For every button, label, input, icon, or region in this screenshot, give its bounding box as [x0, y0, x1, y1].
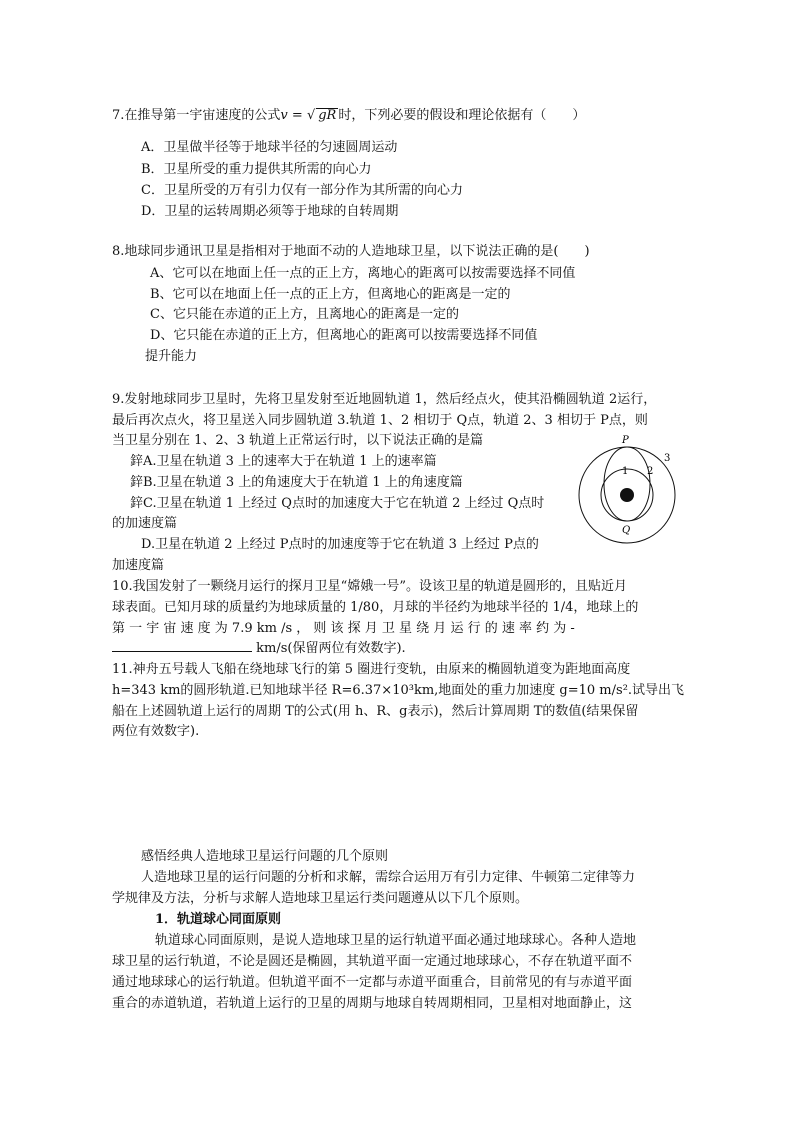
essay-body-1: 轨道球心同面原则，是说人造地球卫星的运行轨道平面必通过地球球心。各种人造地 — [155, 933, 637, 948]
q11-line-1: 11.神舟五号载人飞船在绕地球飞行的第 5 圈进行变轨，由原来的椭圆轨道变为距地面高度 — [112, 662, 631, 677]
formula-radicand: gR — [318, 108, 337, 123]
q9-option-c-cont: 的加速度篇 — [112, 516, 178, 531]
q7-stem-pre: 7.在推导第一宇宙速度的公式 — [112, 108, 281, 123]
q8-option-d: D、它只能在赤道的正上方，但离地心的距离可以按需要选择不同值 — [150, 328, 538, 343]
q9-option-d: D.卫星在轨道 2 上经过 P点时的加速度等于它在轨道 3 上经过 P点的 — [141, 537, 539, 552]
label-q: Q — [622, 525, 631, 536]
q7-stem-post: 时，下列必要的假设和理论依据有（ ） — [338, 108, 586, 123]
earth-dot — [620, 488, 634, 502]
label-orbit-2: 2 — [647, 466, 654, 477]
q9-option-b: 鋅B.卫星在轨道 3 上的角速度大于在轨道 1 上的角速度篇 — [130, 475, 463, 490]
essay-intro-2: 学规律及方法，分析与求解人造地球卫星运行类问题遵从以下几个原则。 — [112, 891, 529, 906]
q10-line-4 — [112, 639, 406, 659]
q10-line-1: 10.我国发射了一颗绕月运行的探月卫星“嫦娥一号”。设该卫星的轨道是圆形的，且贴近月 — [112, 579, 627, 594]
q10-line-2: 球表面。已知月球的质量约为地球质量的 1/80，月球的半径约为地球半径的 1/4，地球上的 — [112, 600, 639, 615]
label-p: P — [622, 435, 629, 446]
q7-option-d: D．卫星的运转周期必须等于地球的自转周期 — [141, 204, 399, 219]
q9-option-c: 鋅C.卫星在轨道 1 上经过 Q点时的加速度大于它在轨道 2 上经过 Q点时 — [130, 496, 545, 511]
q7-stem — [112, 106, 585, 126]
formula-v: v — [280, 108, 288, 123]
q8-stem: 8.地球同步通讯卫星是指相对于地面不动的人造地球卫星，以下说法正确的是( ) — [112, 244, 590, 259]
label-orbit-1: 1 — [622, 466, 629, 477]
q7-option-a: A．卫星做半径等于地球半径的匀速圆周运动 — [141, 140, 398, 155]
formula-eq: = — [287, 108, 307, 123]
q8-option-b: B、它可以在地面上任一点的正上方，但离地心的距离是一定的 — [150, 287, 511, 302]
essay-body-3: 通过地球球心的运行轨道。但轨道平面不一定都与赤道平面重合，目前常见的有与赤道平面 — [112, 975, 633, 990]
q7-option-b: B．卫星所受的重力提供其所需的向心力 — [141, 162, 372, 177]
q10-line-3: 第 一 宇 宙 速 度 为 7.9 km /s ， 则 该 探 月 卫 星 绕 月 运 行 的 速 率 约 为 - — [112, 621, 575, 636]
q11-line-2: h=343 km的圆形轨道.已知地球半径 R=6.37×10³km,地面处的重力加速度 g=10 m/s².试导出飞 — [112, 683, 685, 698]
q9-option-d-cont: 加速度篇 — [112, 558, 165, 573]
q8-option-c: C、它只能在赤道的正上方，且离地心的距离是一定的 — [150, 307, 459, 322]
q9-option-a: 鋅A.卫星在轨道 3 上的速率大于在轨道 1 上的速率篇 — [130, 454, 437, 469]
q9-line-1: 9.发射地球同步卫星时，先将卫星发射至近地圆轨道 1，然后经点火，使其沿椭圆轨道 2运行， — [112, 392, 657, 407]
label-orbit-3: 3 — [664, 453, 671, 464]
q9-line-3: 当卫星分别在 1、2、3 轨道上正常运行时，以下说法正确的是篇 — [112, 433, 484, 448]
essay-body-2: 球卫星的运行轨道，不论是圆还是椭圆，其轨道平面一定通过地球球心，不存在轨道平面不 — [112, 954, 633, 969]
q10-answer-tail: km/s(保留两位有效数字). — [252, 641, 406, 656]
orbit-2-ellipse — [604, 447, 650, 521]
essay-title: 感悟经典人造地球卫星运行问题的几个原则 — [141, 849, 389, 864]
essay-intro-1: 人造地球卫星的运行问题的分析和求解，需综合运用万有引力定律、牛顿第二定律等力 — [141, 870, 636, 885]
q8-option-a: A、它可以在地面上任一点的正上方，离地心的距离可以按需要选择不同值 — [150, 266, 576, 281]
orbit-diagram — [575, 432, 685, 550]
sqrt-sign: √ — [306, 108, 316, 123]
q10-answer-blank — [112, 639, 252, 652]
essay-body-4: 重合的赤道轨道，若轨道上运行的卫星的周期与地球自转周期相同，卫星相对地面静止，这 — [112, 996, 633, 1011]
q11-line-3: 船在上述圆轨道上运行的周期 T的公式(用 h、R、g表示)，然后计算周期 T的数值(结果保留 — [112, 704, 639, 719]
q8-note: 提升能力 — [145, 349, 198, 364]
q7-option-c: C．卫星所受的万有引力仅有一部分作为其所需的向心力 — [141, 183, 463, 198]
q9-line-2: 最后再次点火，将卫星送入同步圆轨道 3.轨道 1、2 相切于 Q点，轨道 2、3 相切于 P点，则 — [112, 413, 648, 428]
essay-heading-1: 1．轨道球心同面原则 — [155, 912, 282, 927]
q11-line-4: 两位有效数字). — [112, 724, 200, 739]
